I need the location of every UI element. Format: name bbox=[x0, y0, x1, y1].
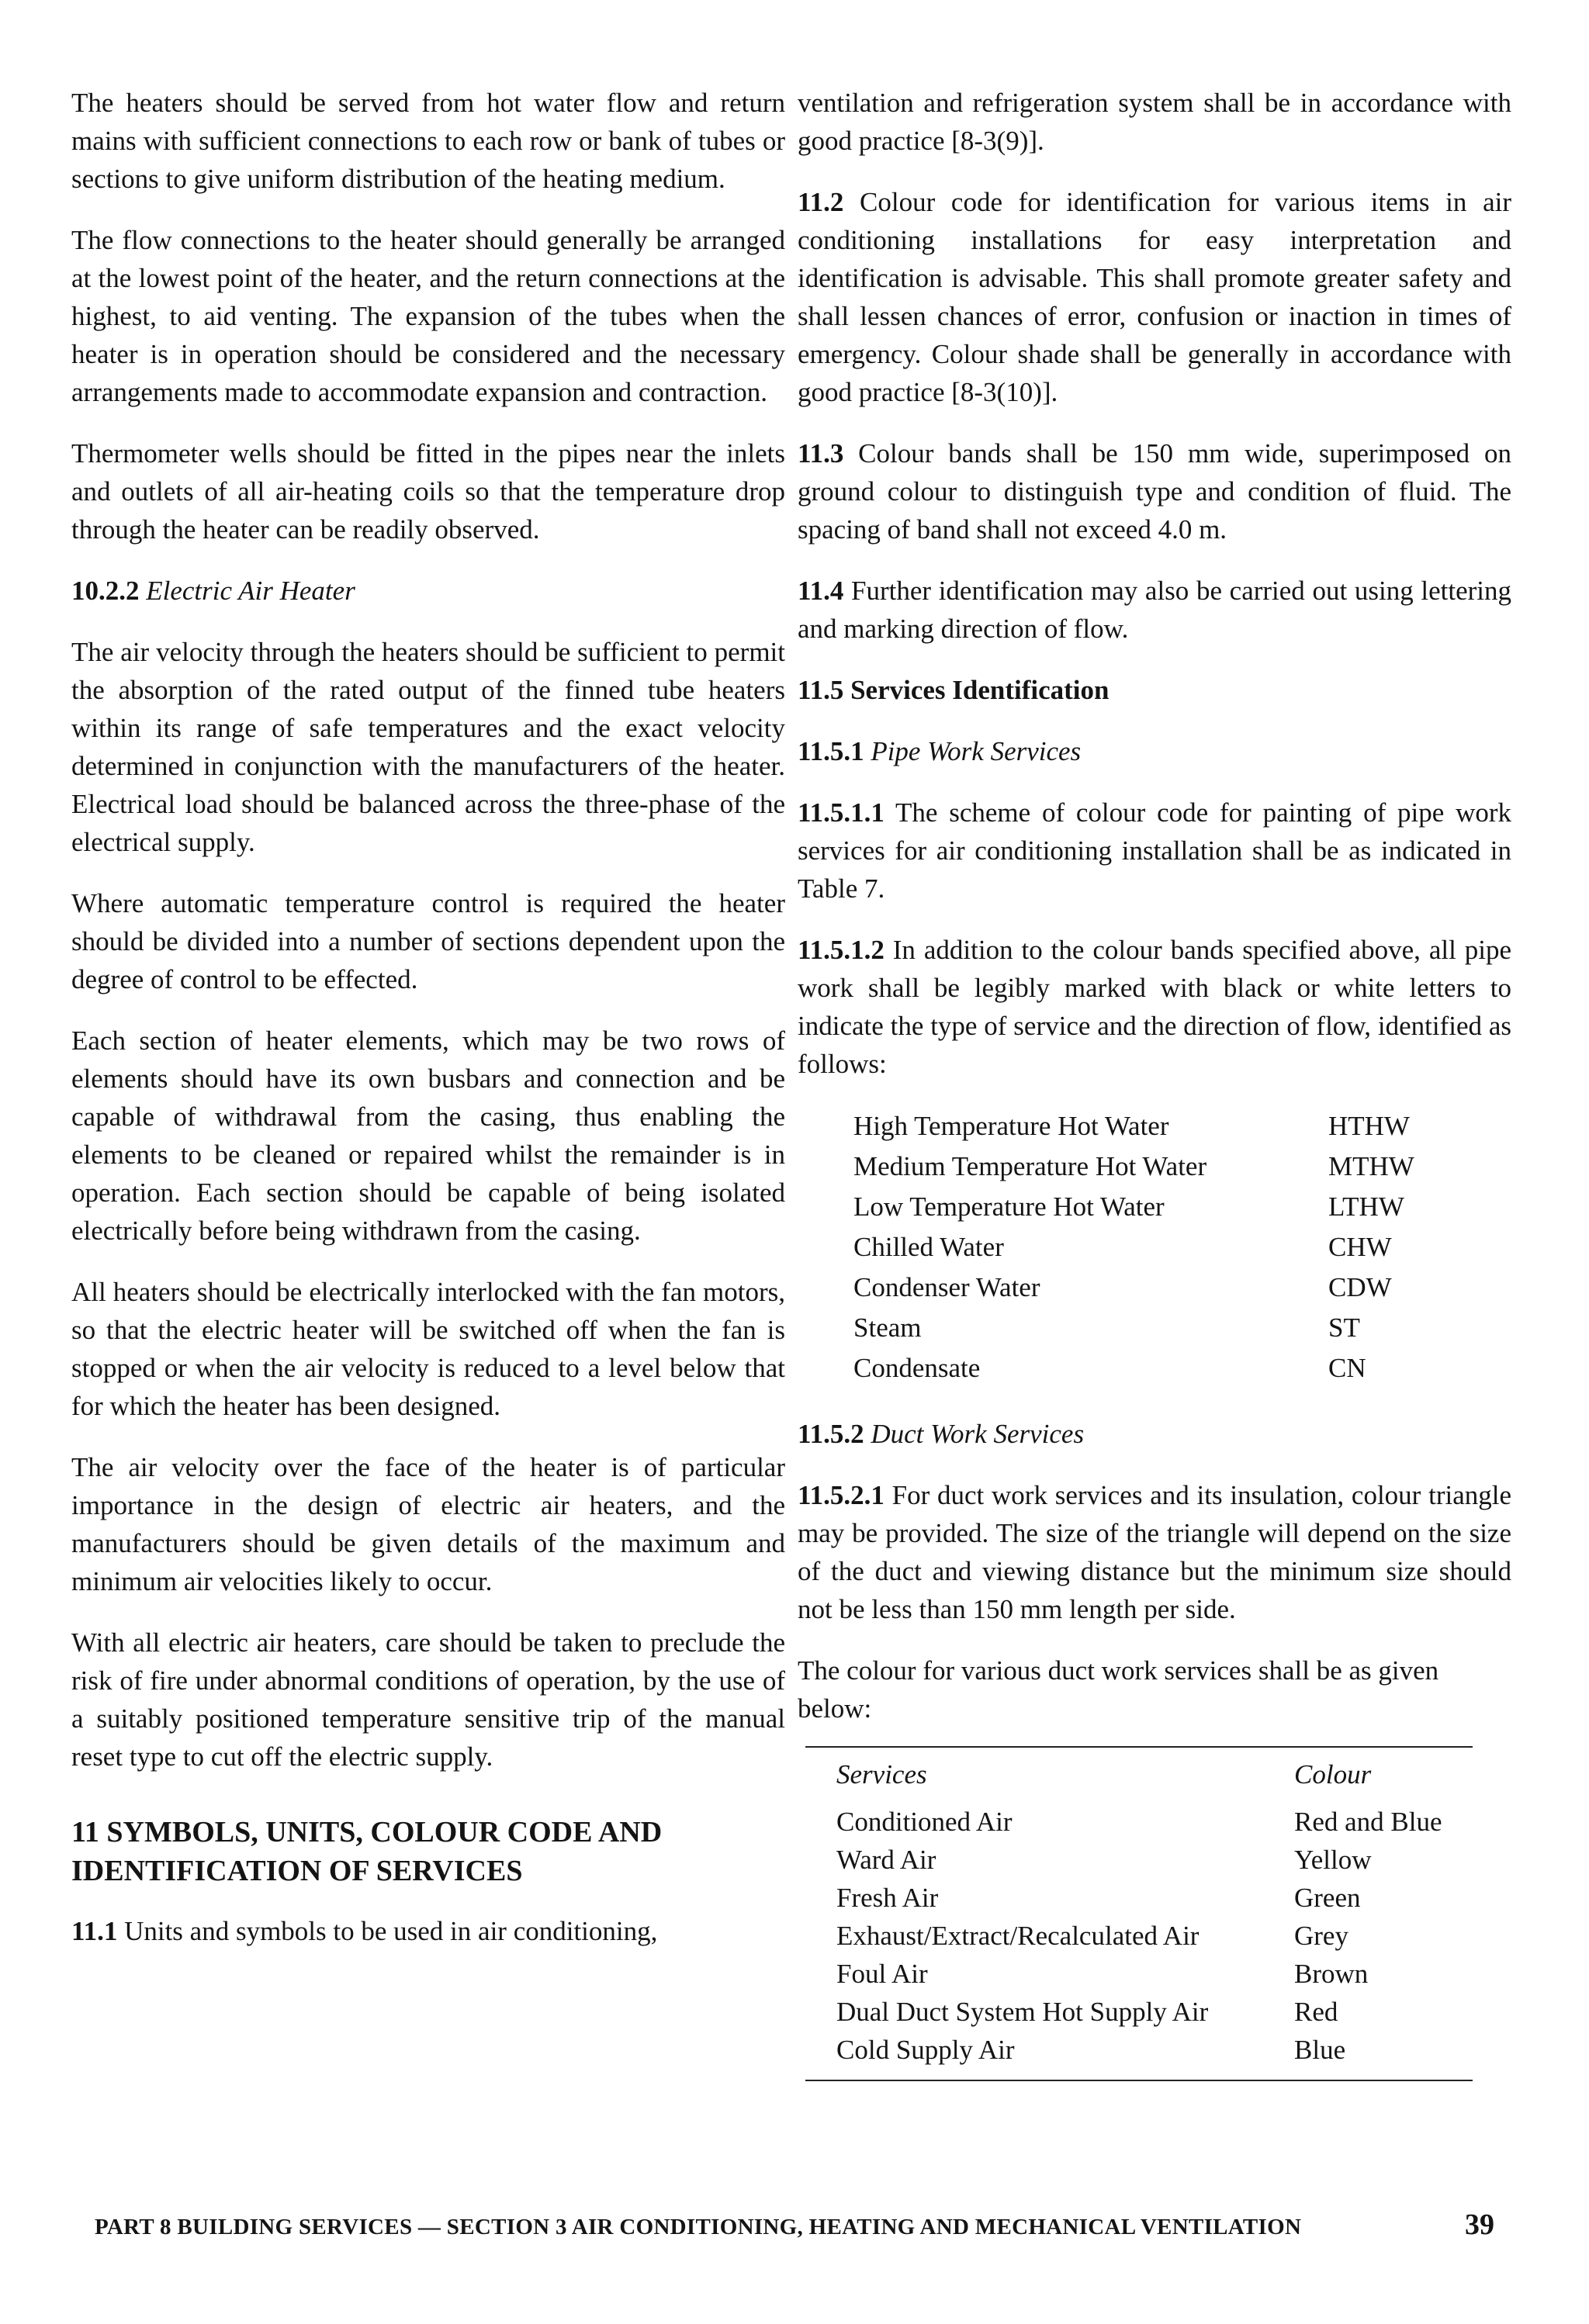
paragraph-fire-risk: With all electric air heaters, care should be taken to preclude the risk of fire under abnormal conditions of operation, by the use of a suitably positioned temperature sensitive trip of the manual reset type to cut off the electric supply. bbox=[71, 1627, 785, 1772]
service-code: CN bbox=[1328, 1353, 1366, 1383]
paragraph-thermometer-wells: Thermometer wells should be fitted in the pipes near the inlets and outlets of all air-heating coils so that the temperature drop through the heater can be readily observed. bbox=[71, 438, 785, 545]
list-item bbox=[853, 1227, 1511, 1267]
service-abbreviation-list bbox=[853, 1106, 1511, 1389]
heading-10-2-2 bbox=[71, 572, 785, 610]
colour-cell: Red and Blue bbox=[1294, 1807, 1442, 1837]
heading-11-5: 11.5 Services Identification bbox=[798, 675, 1110, 705]
clause-number: 11.2 bbox=[798, 187, 844, 217]
heading-11-5-1 bbox=[798, 732, 1511, 770]
colour-cell: Green bbox=[1294, 1883, 1361, 1913]
colour-cell: Brown bbox=[1294, 1959, 1369, 1989]
clause-number: 11.5.1.2 bbox=[798, 935, 885, 965]
clause-text: Units and symbols to be used in air conditioning, bbox=[124, 1916, 658, 1946]
clause-number: 11.4 bbox=[798, 576, 844, 606]
clause-number: 11.5.2.1 bbox=[798, 1480, 885, 1510]
table-row bbox=[805, 2031, 1473, 2069]
section-11-heading: 11 SYMBOLS, UNITS, COLOUR CODE AND IDENTIFICATION OF SERVICES bbox=[71, 1816, 663, 1887]
clause-11-5-1-2 bbox=[798, 931, 1511, 1083]
clause-text: For duct work services and its insulation, colour triangle may be provided. The size of the triangle will depend on the size of the duct and viewing distance but the minimum size should not be less than 150 mm length per side. bbox=[798, 1480, 1511, 1624]
table-row bbox=[805, 1841, 1473, 1879]
service-name: Steam bbox=[853, 1312, 922, 1343]
clause-number: 11.1 bbox=[71, 1916, 118, 1946]
heading-title: Pipe Work Services bbox=[871, 736, 1082, 766]
paragraph-flow-connections: The flow connections to the heater should generally be arranged at the lowest point of the heater, and the return connections at the highest, to aid venting. The expansion of the tubes when the heater is in operation should be considered and the necessary arrangements made to accommodate expansion and contraction. bbox=[71, 225, 785, 407]
heading-number: 11.5.2 bbox=[798, 1419, 864, 1449]
service-name: Condensate bbox=[853, 1353, 981, 1383]
service-cell: Conditioned Air bbox=[836, 1807, 1013, 1837]
right-column bbox=[798, 84, 1511, 2081]
running-footer: PART 8 BUILDING SERVICES — SECTION 3 AIR CONDITIONING, HEATING AND MECHANICAL VENTILATION bbox=[95, 2215, 1302, 2239]
heading-11-5-2 bbox=[798, 1415, 1511, 1453]
paragraph-interlock: All heaters should be electrically interlocked with the fan motors, so that the electric heater will be switched off when the fan is stopped or when the air velocity is reduced to a level below that for which the heater has been designed. bbox=[71, 1277, 785, 1421]
heading-title: Duct Work Services bbox=[871, 1419, 1085, 1449]
service-cell: Cold Supply Air bbox=[836, 2035, 1015, 2065]
list-item bbox=[853, 1267, 1511, 1308]
table-row bbox=[805, 1955, 1473, 1993]
service-cell: Fresh Air bbox=[836, 1883, 939, 1913]
table-row bbox=[805, 1993, 1473, 2031]
colour-cell: Yellow bbox=[1294, 1845, 1372, 1875]
service-code: CHW bbox=[1328, 1232, 1392, 1262]
clause-11-4 bbox=[798, 572, 1511, 648]
paragraph-face-velocity: The air velocity over the face of the heater is of particular importance in the design of electric air heaters, and the manufacturers should be given details of the maximum and minimum air velocities likely to occur. bbox=[71, 1452, 785, 1596]
clause-number: 11.5.1.1 bbox=[798, 797, 885, 828]
service-cell: Ward Air bbox=[836, 1845, 936, 1875]
service-code: ST bbox=[1328, 1312, 1360, 1343]
table-row bbox=[805, 1803, 1473, 1841]
paragraph-continuation: ventilation and refrigeration system shall be in accordance with good practice [8-3(9)]. bbox=[798, 88, 1511, 156]
column-header-colour: Colour bbox=[1294, 1759, 1372, 1790]
service-code: MTHW bbox=[1328, 1151, 1414, 1181]
clause-text: In addition to the colour bands specified above, all pipe work shall be legibly marked with black or white letters to indicate the type of service and the direction of flow, identified as follows: bbox=[798, 935, 1511, 1079]
table-header bbox=[805, 1755, 1473, 1793]
service-cell: Exhaust/Extract/Recalculated Air bbox=[836, 1921, 1200, 1951]
service-cell: Dual Duct System Hot Supply Air bbox=[836, 1997, 1209, 2027]
clause-11-1 bbox=[71, 1912, 785, 1950]
left-column bbox=[71, 84, 785, 1973]
paragraph-automatic-control: Where automatic temperature control is required the heater should be divided into a number of sections dependent upon the degree of control to be effected. bbox=[71, 888, 785, 994]
duct-colour-table bbox=[805, 1746, 1473, 2081]
service-name: Condenser Water bbox=[853, 1272, 1040, 1302]
service-name: High Temperature Hot Water bbox=[853, 1111, 1169, 1141]
paragraph-heater-sections: Each section of heater elements, which may be two rows of elements should have its own busbars and connection and be capable of withdrawal from the casing, thus enabling the elements to be cleaned or repaired whilst the remainder is in operation. Each section should be capable of being isolated electrically before being withdrawn from the casing. bbox=[71, 1025, 785, 1246]
list-item bbox=[853, 1308, 1511, 1348]
paragraph-air-velocity: The air velocity through the heaters should be sufficient to permit the absorption of the rated output of the finned tube heaters within its range of safe temperatures and the exact velocity determined in conjunction with the manufacturers of the heater. Electrical load should be balanced across the three-phase of the electrical supply. bbox=[71, 637, 785, 857]
clause-text: The scheme of colour code for painting of pipe work services for air conditioning installation shall be as indicated in Table 7. bbox=[798, 797, 1511, 904]
clause-text: Colour code for identification for various items in air conditioning installations for easy interpretation and identification is advisable. This shall promote greater safety and shall lessen chances of error, confusion or inaction in times of emergency. Colour shade shall be generally in accordance with good practice [8-3(10)]. bbox=[798, 187, 1511, 407]
clause-text: Further identification may also be carried out using lettering and marking direction of flow. bbox=[798, 576, 1512, 644]
service-code: CDW bbox=[1328, 1272, 1392, 1302]
clause-number: 11.3 bbox=[798, 438, 844, 469]
clause-11-5-1-1 bbox=[798, 794, 1511, 908]
colour-cell: Blue bbox=[1294, 2035, 1346, 2065]
service-code: LTHW bbox=[1328, 1191, 1404, 1222]
paragraph-hot-water-mains: The heaters should be served from hot water flow and return mains with sufficient connections to each row or bank of tubes or sections to give uniform distribution of the heating medium. bbox=[71, 88, 785, 194]
list-item bbox=[853, 1146, 1511, 1187]
clause-11-5-2-1 bbox=[798, 1476, 1511, 1628]
page-footer bbox=[95, 2208, 1494, 2242]
service-code: HTHW bbox=[1328, 1111, 1410, 1141]
service-name: Low Temperature Hot Water bbox=[853, 1191, 1165, 1222]
list-item bbox=[853, 1187, 1511, 1227]
table-row bbox=[805, 1917, 1473, 1955]
table-row bbox=[805, 1879, 1473, 1917]
heading-title: Electric Air Heater bbox=[146, 576, 355, 606]
service-name: Medium Temperature Hot Water bbox=[853, 1151, 1207, 1181]
service-name: Chilled Water bbox=[853, 1232, 1004, 1262]
clause-text: Colour bands shall be 150 mm wide, superimposed on ground colour to distinguish type and condition of fluid. The spacing of band shall not exceed 4.0 m. bbox=[798, 438, 1512, 545]
page-number: 39 bbox=[1465, 2208, 1494, 2241]
paragraph-duct-colour-intro: The colour for various duct work services shall be as given below: bbox=[798, 1655, 1439, 1724]
clause-11-3 bbox=[798, 434, 1511, 548]
colour-cell: Grey bbox=[1294, 1921, 1348, 1951]
list-item bbox=[853, 1106, 1511, 1146]
list-item bbox=[853, 1348, 1511, 1389]
colour-cell: Red bbox=[1294, 1997, 1338, 2027]
clause-11-2 bbox=[798, 183, 1511, 411]
service-cell: Foul Air bbox=[836, 1959, 928, 1989]
column-header-services: Services bbox=[836, 1759, 927, 1790]
heading-number: 10.2.2 bbox=[71, 576, 140, 606]
heading-number: 11.5.1 bbox=[798, 736, 864, 766]
